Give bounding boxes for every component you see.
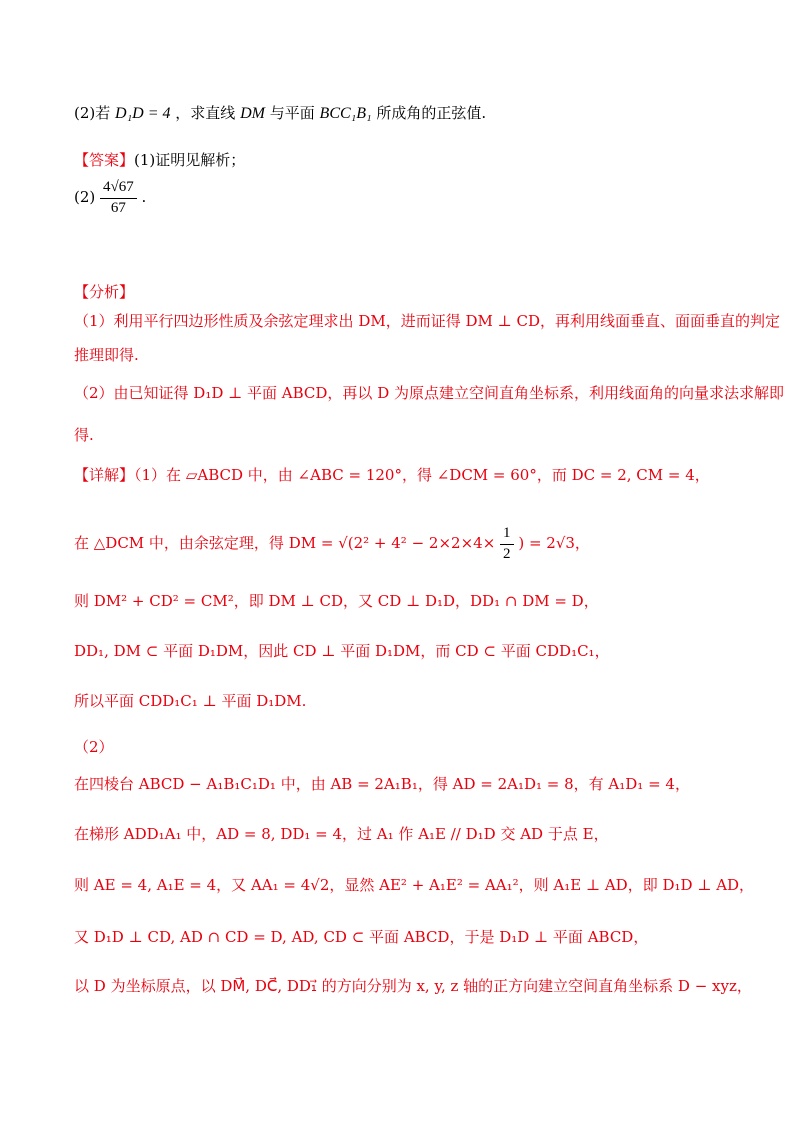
analysis-2a: （2）由已知证得 D₁D ⊥ 平面 ABCD，再以 D 为原点建立空间直角坐标系，利用线面角的向量求法求解即	[74, 384, 784, 402]
q2-math-dm: DM	[240, 105, 265, 122]
analysis-1a: （1）利用平行四边形性质及余弦定理求出 DM，进而证得 DM ⊥ CD，再利用线面垂直、面面垂直的判定	[74, 312, 781, 330]
answer-line-1	[74, 151, 245, 171]
q2-text-4: 所成角的正弦值.	[376, 104, 487, 122]
q2-math-plane: BCC₁B₁	[319, 105, 372, 122]
detail-2-prefix: 在 △DCM 中，由余弦定理，得 DM = √(2² + 4² − 2×2×4×	[74, 534, 496, 552]
detail-2-numerator: 1	[500, 524, 514, 545]
answer-2-prefix: (2)	[74, 188, 96, 206]
detail-line-10: 又 D₁D ⊥ CD, AD ∩ CD = D, AD, CD ⊂ 平面 ABCD，于是 D₁D ⊥ 平面 ABCD，	[74, 928, 649, 946]
detail-line-3: 则 DM² + CD² = CM²，即 DM ⊥ CD，又 CD ⊥ D₁D，DD₁ ∩ DM = D，	[74, 592, 599, 610]
q2-math-d1d: D₁D = 4	[115, 105, 171, 122]
answer-2-numerator: 4√67	[100, 178, 137, 199]
analysis-1b: 推理即得.	[74, 346, 139, 364]
q2-text-3: 与平面	[269, 104, 315, 122]
detail-line-5: 所以平面 CDD₁C₁ ⊥ 平面 D₁DM.	[74, 692, 307, 710]
detail-line-9: 则 AE = 4, A₁E = 4，又 AA₁ = 4√2，显然 AE² + A₁E² = AA₁²，则 A₁E ⊥ AD，即 D₁D ⊥ AD，	[74, 876, 755, 894]
detail-line-1	[74, 466, 710, 486]
analysis-label: 【分析】	[74, 283, 135, 301]
detail-line-8: 在梯形 ADD₁A₁ 中，AD = 8, DD₁ = 4，过 A₁ 作 A₁E // D₁D 交 AD 于点 E，	[74, 825, 609, 843]
question-2	[74, 104, 486, 125]
answer-line-2	[74, 178, 146, 218]
detail-line-4: DD₁, DM ⊂ 平面 D₁DM，因此 CD ⊥ 平面 D₁DM，而 CD ⊂ 平面 CDD₁C₁，	[74, 642, 610, 660]
detail-2-fraction	[500, 524, 514, 564]
q2-text-2: ，求直线	[175, 104, 236, 122]
analysis-2b: 得.	[74, 426, 94, 444]
answer-2-suffix: .	[141, 188, 147, 206]
detail-line-7: 在四棱台 ABCD − A₁B₁C₁D₁ 中，由 AB = 2A₁B₁，得 AD = 2A₁D₁ = 8，有 A₁D₁ = 4，	[74, 775, 690, 793]
answer-label: 【答案】	[74, 151, 135, 169]
detail-2-suffix: ) = 2√3，	[518, 534, 590, 552]
detail-1-text: （1）在 ▱ABCD 中，由 ∠ABC = 120°，得 ∠DCM = 60°，而 DC = 2, CM = 4，	[134, 466, 710, 484]
detail-line-2	[74, 524, 590, 564]
answer-part-1: (1)证明见解析；	[134, 151, 246, 169]
answer-2-denominator: 67	[110, 199, 126, 216]
detail-label: 【详解】	[74, 466, 135, 484]
answer-2-fraction	[100, 178, 137, 218]
detail-line-6: （2）	[74, 738, 114, 756]
detail-line-11: 以 D 为坐标原点，以 DM⃗, DC⃗, DD₁⃗ 的方向分别为 x, y, z 轴的正方向建立空间直角坐标系 D − xyz，	[74, 977, 752, 995]
detail-2-denominator: 2	[503, 545, 511, 562]
q2-prefix: (2)若	[74, 104, 111, 122]
